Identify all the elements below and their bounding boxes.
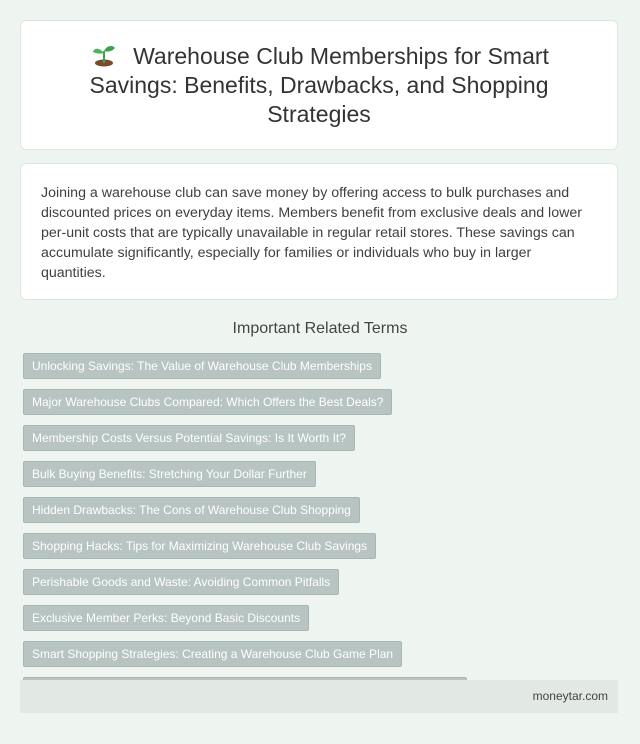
page-title [61,42,577,129]
footer-site-name: moneytar.com [532,689,608,703]
footer [20,680,618,713]
title-card [20,20,618,150]
intro-card [20,163,618,300]
related-terms-list [23,353,623,713]
intro-paragraph: Joining a warehouse club can save money by offering access to bulk purchases and discounted prices on everyday items. Members benefit from exclusive deals and lower per-unit costs that are typically unavailable in regular retail stores. These savings can accumulate significantly, especially for families or individuals who buy in larger quantities. [41,185,582,281]
related-term-link[interactable]: Exclusive Member Perks: Beyond Basic Discounts [23,605,309,631]
related-term-link[interactable]: Bulk Buying Benefits: Stretching Your Dollar Further [23,461,316,487]
related-term-link[interactable]: Shopping Hacks: Tips for Maximizing Warehouse Club Savings [23,533,376,559]
related-term-link[interactable]: Smart Shopping Strategies: Creating a Warehouse Club Game Plan [23,641,402,667]
related-term-link[interactable]: Hidden Drawbacks: The Cons of Warehouse Club Shopping [23,497,360,523]
page-title-text: Warehouse Club Memberships for Smart Savings: Benefits, Drawbacks, and Shopping Strategies [89,42,549,127]
sprout-icon [89,43,119,67]
related-term-link[interactable]: Membership Costs Versus Potential Savings: Is It Worth It? [23,425,355,451]
related-term-link[interactable]: Perishable Goods and Waste: Avoiding Common Pitfalls [23,569,339,595]
related-term-link[interactable]: Unlocking Savings: The Value of Warehouse Club Memberships [23,353,381,379]
related-term-link[interactable]: Major Warehouse Clubs Compared: Which Offers the Best Deals? [23,389,392,415]
related-terms-heading: Important Related Terms [232,320,408,337]
